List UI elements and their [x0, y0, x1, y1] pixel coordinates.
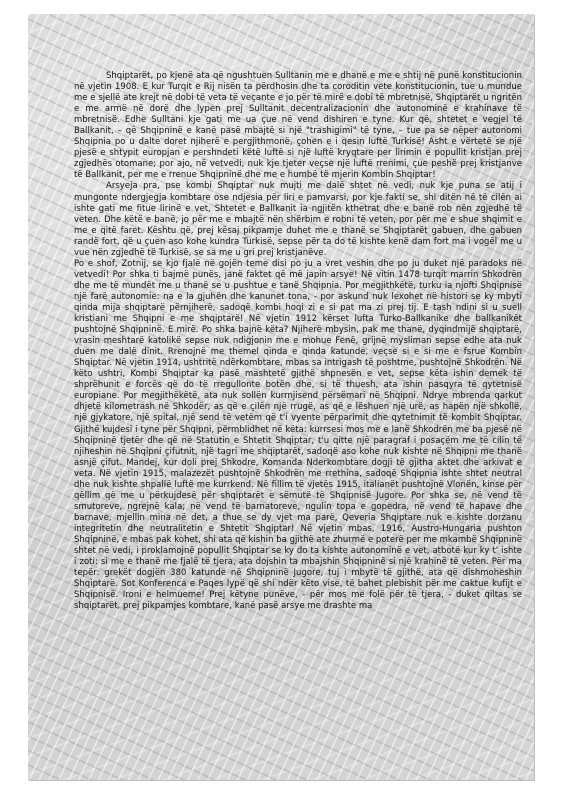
paragraph: Arsyeja pra, pse kombi Shqiptar nuk mujti me dalë shtet në vedi, nuk kje puna se atij i mungonte ndergjegja kombtare ose ndjesia për liri e pamvarsi, por kje fakti se, shi ditën në të cilën ai ishte gati me fitue lirinë e vet, Shtetet e Ballkanit ia ngjitën kthetrat dhe e banë rob nën zgjedhë të veten. Dhe këtë e banë, jo për me e mbajtë nën shërbim e robni të veten, por për me e shue shqimit e me e qitë faret. Kështu që, prej kësaj pikpamje duhet me e thanë se Shqiptarët gabuen, dhe gabuen randë fort, që u çuen aso kohe kundra Turkisë, sepse për ta do të kishte kenë dam fort ma i vogël me u vue nën zgjedhë të Turkisë, se sa me u gri prej kristjanëve. — [74, 180, 522, 257]
body-text — [74, 70, 522, 611]
paragraph: Shqiptarët, po kjenë ata që ngushtuen Sulltanin me e dhanë e me e shtij në punë konstitucionin në vjetin 1908. E kur Turqit e Rij nisën ta përdhosin dhe ta coroditin vete konstitucionin, tue u mundue me e sjellë ate krejt në dobi të veta të veçante e jo për të mirë e dobi të mbretnisë, Shqiptarët u ngritën e me armë në dorë dhe lypen prej Sulltanit decentralizacionin dhe autonominë e krahinave të mbretnisë. Edhe Sulltani kje gati me ua çue në vend dishiren e tyne. Kur që, shtetet e vegjel të Ballkanit, – që Shqipninë e kanë pasë mbajtë si një "trashigimi" të tyne, – tue pa se nëper autonomi Shqipnia po u dalte doret njiherë e pergjithmonë, çohen e i qesin luftë Turkisë! Asht e vërtetë se një pjesë e shtypit europjan e pershndeti këtë luftë si një luftë kryqtare per lirimin e popullit kristjan prej zgjedhës otomane; por ajo, në vetvedi, nuk kje tjeter veçse një luftë rrenimi, çue peshë prej kristjanve të Ballkanit, per me e rrenue Shqipninë dhe me e humbë të mjerin Kombin Shqiptar! — [74, 70, 522, 180]
document-page — [28, 14, 534, 780]
paragraph: Po e shof, Zotnij, se kjo fjalë në gojën teme disi po ju a vret veshin dhe po ju duket një paradoks në vetvedi! Por shka ti bajmë punës, janë faktet që më japin arsye! Në vitin 1478 turqit marrin Shkodrën dhe me të mundët me u thanë se u pushtue e tanë Shqipnia. Por megjithkëtë, turku ia njofti Shqipnisë një farë autonomie: na e la gjuhën dhe kanunet tona, - por askund nuk lexohet në histori se ky mbyti qinda mija shqiptarë përnjiherë, sadoqë kombi hoqi zi e si pat ma zi prej tij. E tash ndini si u suell kristiani me Shqipni e me shqiptarë! Në vjetin 1912 kërset lufta Turko-Ballkanike dhe ballkanikët pushtojnë Shqipninë. E mirë. Po shka bajnë këta? Njiherë mbysin, pak me thanë, dyqindmijë shqiptarë, vrasin meshtarë katolikë sepse nuk ndigjonin me e mohue Fenë, grijnë mysliman sepse edhe ata nuk duen me dalë dinit. Rrenojnë me themel qinda e qinda katunde, veçse si e si me e fsrue Kombin Shqiptar. Në vjetin 1914, ushtritë ndërkombtare, mbas sa intrigash të poshtme, pushtojnë Shkodrën. Në këto ushtri, Kombi Shqiptar ka pasë mashtetë gjithë shpnesën e vet, sepse këta ishin demek të shprëhunit e forcës që do të rregullonte botën dhe, si të thuesh, ata ishin pasqyra të qytetnisë europiane. Por megjithëkëtë, ata nuk sollën kurrnjisend përsëmari në Shqipni. Ndrye mbrenda qarkut dhjetë kilometrash në Shkodër, as që e çilën një rrugë, as që e lëshuen një urë, as hapën një shkollë, një gjykatore, një spital, një send të vetëm që t'i vyente përparimit dhe qytetnimit të kombit Shqiptar. Gjithë kujdesi i tyne për Shqipni, përmblidhet në këta: kurrsesi mos me e lanë Shkodrën me ba pjesë në Shqipninë tjetër dhe që në Statutin e Shtetit Shqiptar, t'u qitte një paragraf i posaçëm me të cilin të njiheshin në Shqipni çifutnit, një tagri me shqiptarët, sadoqë aso kohe nuk kishte në Shqipni me thanë asnjë çifut. Mandej, kur doli prej Shkodre, Komanda Nderkombtare dogji të gjitha aktet dhe arkivat e veta. Në vjetin 1915, malazezët pushtojnë Shkodrën me rrethina, sadoqë Shqipnia ishte shtet neutral dhe nuk kishte shpallë luftë me kurrkend. Në fillim të vjetës 1915, italianët pushtojnë Vlonën, kinse për qëllim që me u përkujdesë për shqiptarët e sëmutë të Shqipnisë Jugore. Por shka se, në vend të smutoreve, ngrejnë kala; në vend të barnatoreve, ngulin topa e gopedra, në vend të hapave dhe barnave, mjellin mina në det, a thue se dy vjet ma parë, Qeveria Shqiptare nuk e kishte dorzanu integritetin dhe neutralitetin e Shtetit Shqiptar! Në vjetin mbas, 1916, Austro-Hungaria pushton Shqipninë, e mbas pak kohet, shi ata që kishin ba gjithë ate zhurmë e poterë per me mkambë Shqipninë shtet në vedi, i proklamojnë popullit Shqiptar se ky do ta kishte autonominë e vet, atbotë kur ky t' ishte i zoti: si me e thanë me fjalë të tjera, ata dojshin ta mbajshin Shqipninë si një krahinë të veten. Për ma tepër: grekët dogjën 380 katunde në Shqipninë Jugore, tuj i mbytë të gjithë, ata që dishmoheshin Shqiptarë. Sot Konferenca e Paqes lypë që shi ndër këto vise, të bahet plebishit për me caktue kufijt e Shqipnisë. Ironi e helmueme! Prej këtyne punëve, - për mos me folë për të tjera, - duket qiltas se shqiptarët, prej pikpamjes kombtare, kanë pasë arsye me drashte ma — [74, 257, 522, 611]
